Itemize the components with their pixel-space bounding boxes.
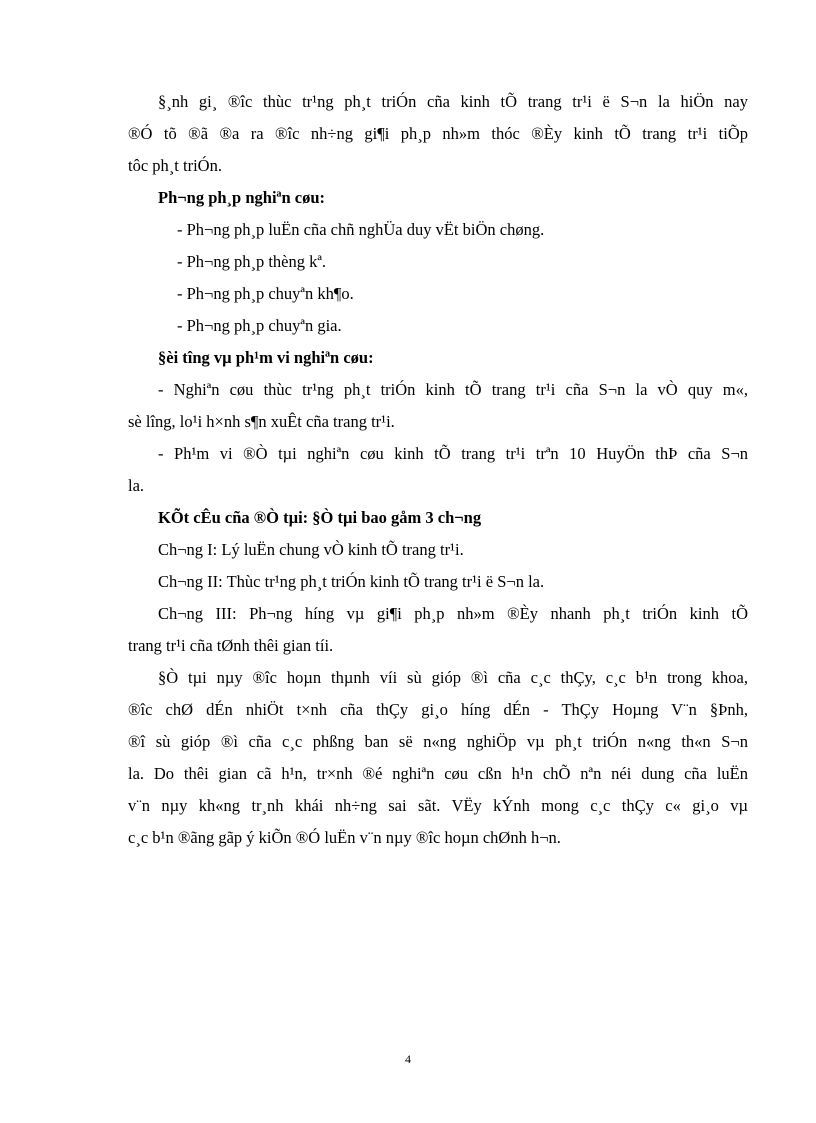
paragraph-line: - Ph¬ng ph¸p luËn cña chñ nghÜa duy vËt biÖn chøng. [177,220,545,239]
paragraph-line: la. [128,476,145,495]
paragraph-line: Ch¬ng I: Lý luËn chung vÒ kinh tÕ trang tr¹i. [158,540,464,559]
paragraph-line: trang tr¹i cña tØnh thêi gian tíi. [128,636,334,655]
paragraph-line: §Ò tµi nµy ®îc hoµn thµnh víi sù gióp ®ì cña c¸c thÇy, c¸c b¹n trong khoa, [158,668,748,687]
paragraph-line: - Ph¬ng ph¸p thèng kª. [177,252,327,271]
paragraph-line: la. Do thêi gian cã h¹n, tr×nh ®é nghiªn cøu cßn h¹n chÕ nªn néi dung cña luËn [128,764,748,783]
paragraph-line: - Ph¬ng ph¸p chuyªn kh¶o. [177,284,354,303]
paragraph-line: - Ph¹m vi ®Ò tµi nghiªn cøu kinh tÕ trang tr¹i trªn 10 HuyÖn thÞ cña S¬n [158,444,748,463]
section-heading: KÕt cÊu cña ®Ò tµi: §Ò tµi bao gåm 3 ch¬ng [158,508,482,527]
paragraph-line: sè lîng, lo¹i h×nh s¶n xuÊt cña trang tr¹i. [128,412,395,431]
paragraph-line: v¨n nµy kh«ng tr¸nh khái nh÷ng sai sãt. VËy kÝnh mong c¸c thÇy c« gi¸o vµ [128,796,748,815]
paragraph-line: §¸nh gi¸ ®îc thùc tr¹ng ph¸t triÓn cña kinh tÕ trang tr¹i ë S¬n la hiÖn nay [158,92,748,111]
section-heading: §èi tîng vµ ph¹m vi nghiªn cøu: [158,348,374,367]
document-body [128,86,748,854]
section-heading: Ph¬ng ph¸p nghiªn cøu: [158,188,326,207]
page-number: 4 [405,1052,411,1066]
paragraph-line: - Nghiªn cøu thùc tr¹ng ph¸t triÓn kinh tÕ trang tr¹i cña S¬n la vÒ quy m«, [158,380,748,399]
paragraph-line: - Ph¬ng ph¸p chuyªn gia. [177,316,342,335]
paragraph-line: Ch¬ng II: Thùc tr¹ng ph¸t triÓn kinh tÕ trang tr¹i ë S¬n la. [158,572,545,591]
paragraph-line: ®îc chØ dÉn nhiÖt t×nh cña thÇy gi¸o híng dÉn - ThÇy Hoµng V¨n §Þnh, [128,700,748,719]
paragraph-line: ®î sù gióp ®ì cña c¸c phßng ban së n«ng nghiÖp vµ ph¸t triÓn n«ng th«n S¬n [128,732,748,751]
paragraph-line: ®Ó tõ ®ã ®a ra ®îc nh÷ng gi¶i ph¸p nh»m thóc ®Èy kinh tÕ trang tr¹i tiÕp [128,124,748,143]
paragraph-line: c¸c b¹n ®ãng gãp ý kiÕn ®Ó luËn v¨n nµy ®îc hoµn chØnh h¬n. [128,828,561,847]
paragraph-line: Ch¬ng III: Ph¬ng híng vµ gi¶i ph¸p nh»m ®Èy nhanh ph¸t triÓn kinh tÕ [158,604,748,623]
paragraph-line: tôc ph¸t triÓn. [128,156,222,175]
